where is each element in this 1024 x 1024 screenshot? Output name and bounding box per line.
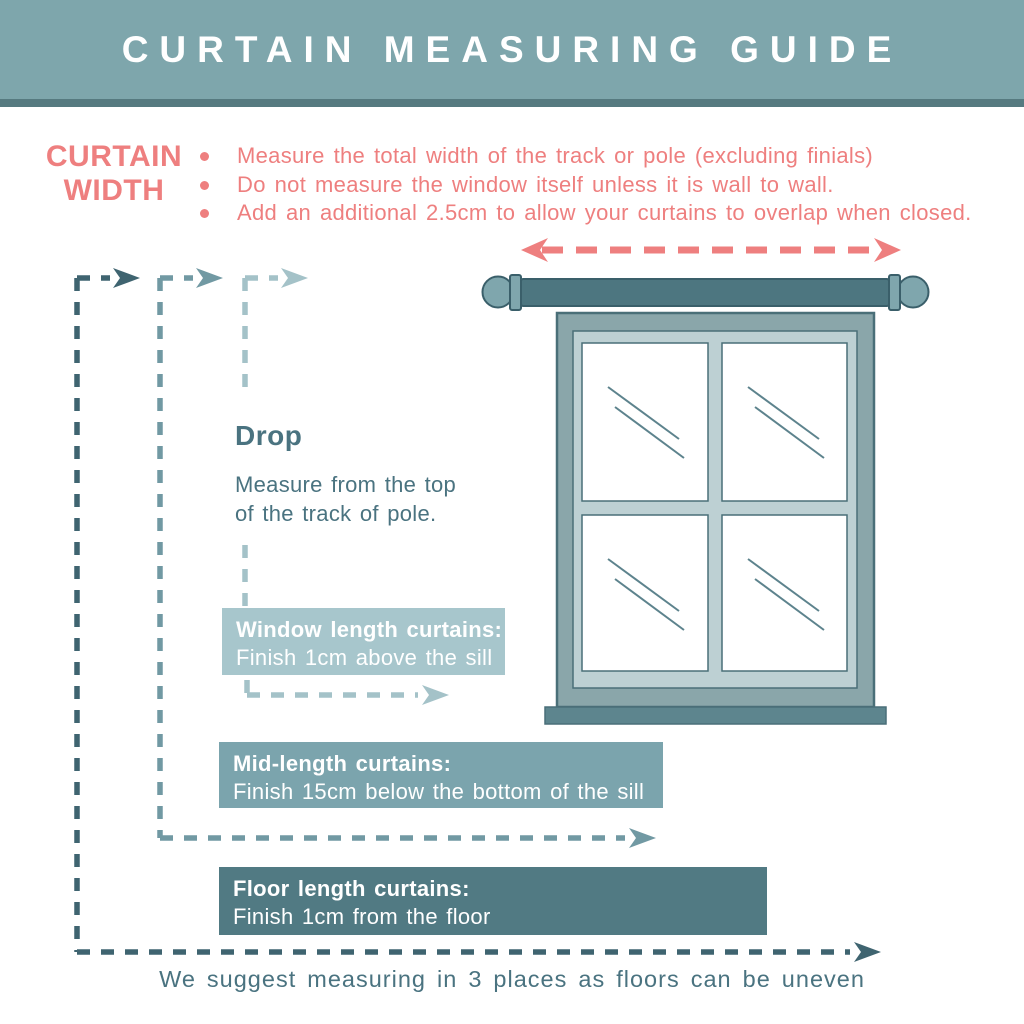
window-length-subtitle: Finish 1cm above the sill (236, 645, 493, 670)
drop-description-line2: of the track of pole. (235, 501, 437, 526)
page-title: CURTAIN MEASURING GUIDE (121, 28, 903, 70)
floor-length-subtitle: Finish 1cm from the floor (233, 904, 491, 929)
bullet-text: Do not measure the window itself unless it is wall to wall. (237, 171, 834, 197)
window-length-box (222, 608, 505, 675)
drop-description (235, 470, 456, 528)
finial-right-icon (898, 277, 929, 308)
floor-length-title: Floor length curtains: (233, 876, 470, 901)
drop-title: Drop (235, 420, 303, 451)
bullet-text: Add an additional 2.5cm to allow your curtains to overlap when closed. (237, 200, 972, 225)
curtain-width-label-line1: CURTAIN (45, 140, 183, 173)
bullet-text: Measure the total width of the track or pole (excluding finials) (237, 143, 874, 168)
finial-left-icon (483, 277, 514, 308)
footer-note: We suggest measuring in 3 places as floors can be uneven (159, 966, 865, 992)
window-length-title: Window length curtains: (236, 617, 503, 642)
curtain-width-label-line2: WIDTH (63, 174, 165, 207)
curtain-pole (483, 275, 929, 310)
window-sill (545, 707, 886, 724)
mid-length-title: Mid-length curtains: (233, 751, 452, 776)
window-illustration (545, 313, 886, 724)
mid-length-box (219, 742, 663, 808)
floor-length-box (219, 867, 767, 935)
width-arrow (521, 238, 901, 262)
mid-length-subtitle: Finish 15cm below the bottom of the sill (233, 779, 645, 804)
drop-description-line1: Measure from the top (235, 472, 457, 497)
